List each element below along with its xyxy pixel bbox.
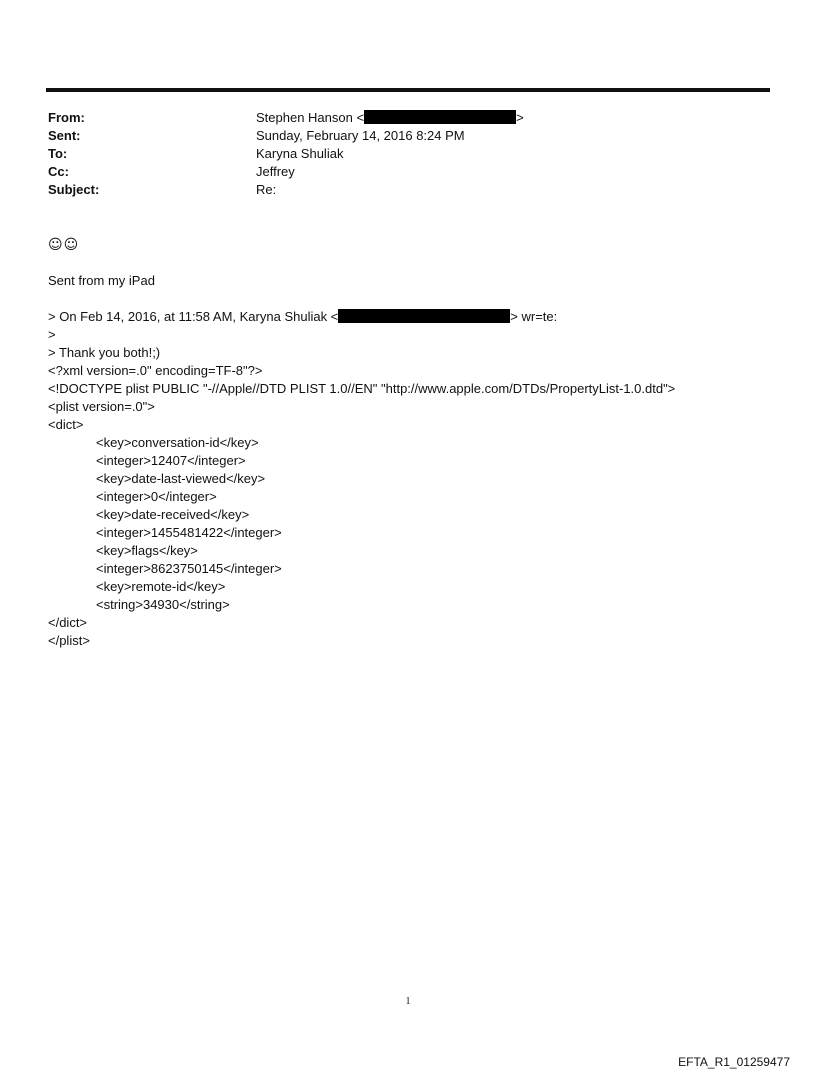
signature-line: Sent from my iPad	[48, 273, 155, 288]
dict-line: <integer>0</integer>	[96, 489, 217, 504]
from-value	[256, 109, 524, 127]
dict-close: </dict>	[48, 615, 88, 630]
dict-open: <dict>	[48, 417, 84, 432]
quote-intro-wrote: > wr=te:	[510, 309, 558, 324]
plist-open: <plist version=.0">	[48, 399, 155, 414]
page-number: 1	[405, 996, 411, 1007]
sent-label: Sent:	[48, 128, 81, 143]
doctype-line: <!DOCTYPE plist PUBLIC "-//Apple//DTD PLIST 1.0//EN" "http://www.apple.com/DTDs/PropertyList-1.0.dtd">	[48, 381, 676, 396]
quote-thanks: > Thank you both!;)	[48, 345, 161, 360]
from-name: Stephen Hanson	[256, 110, 353, 125]
subject-label: Subject:	[48, 182, 100, 197]
dict-line: <key>remote-id</key>	[96, 579, 226, 594]
to-label: To:	[48, 146, 68, 161]
cc-label: Cc:	[48, 164, 69, 179]
from-label: From:	[48, 110, 85, 125]
subject-row	[48, 181, 524, 199]
dict-line: <key>conversation-id</key>	[96, 435, 259, 450]
quote-intro	[48, 308, 675, 326]
redacted-email	[338, 309, 510, 323]
sent-value: Sunday, February 14, 2016 8:24 PM	[256, 128, 465, 143]
cc-value: Jeffrey	[256, 164, 295, 179]
from-bracket-open: <	[356, 110, 365, 125]
dict-line: <string>34930</string>	[96, 597, 230, 612]
dict-line: <integer>1455481422</integer>	[96, 525, 282, 540]
from-row	[48, 109, 524, 127]
subject-value: Re:	[256, 182, 277, 197]
dict-line: <key>date-last-viewed</key>	[96, 471, 266, 486]
to-row	[48, 145, 524, 163]
sent-row	[48, 127, 524, 145]
dict-line: <integer>12407</integer>	[96, 453, 246, 468]
to-value: Karyna Shuliak	[256, 146, 344, 161]
quote-blank: >	[48, 327, 56, 342]
redacted-email	[364, 110, 516, 124]
quote-intro-text: > On Feb 14, 2016, at 11:58 AM, Karyna Shuliak <	[48, 309, 339, 324]
dict-line: <integer>8623750145</integer>	[96, 561, 282, 576]
bates-number: EFTA_R1_01259477	[678, 1055, 790, 1069]
dict-line: <key>date-received</key>	[96, 507, 250, 522]
email-header	[48, 109, 524, 199]
email-body	[48, 236, 675, 650]
cc-row	[48, 163, 524, 181]
xml-declaration: <?xml version=.0" encoding=TF-8"?>	[48, 363, 263, 378]
dict-line: <key>flags</key>	[96, 543, 198, 558]
smiley-emoji: ☺☺	[48, 237, 80, 253]
header-rule	[46, 88, 770, 92]
from-bracket-close: >	[516, 110, 524, 125]
plist-close: </plist>	[48, 633, 90, 648]
